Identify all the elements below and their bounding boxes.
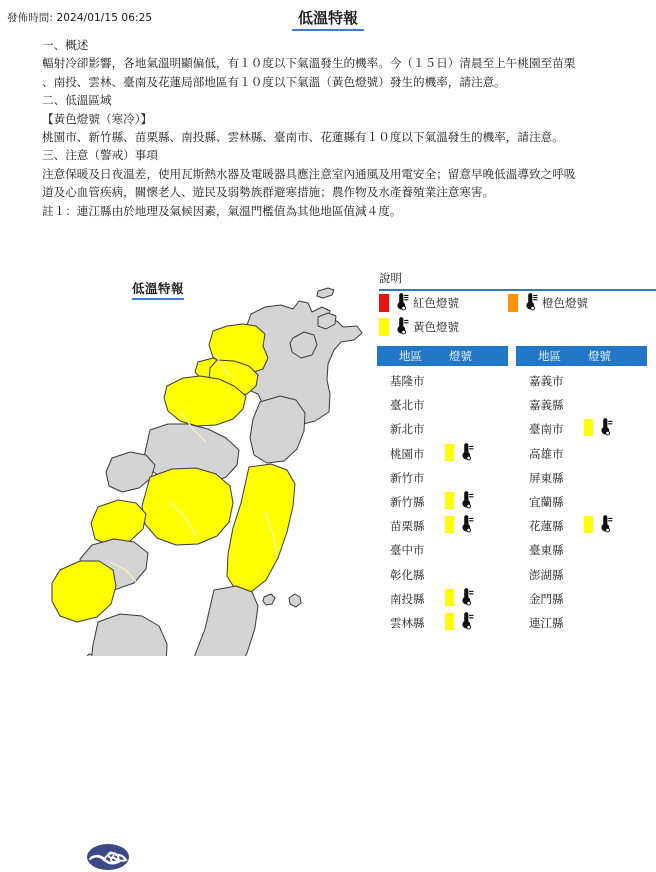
table-row[interactable] bbox=[377, 564, 512, 588]
map-county-yunlin bbox=[91, 500, 146, 546]
report-line: 輻射冷卻影響，各地氣溫明顯偏低，有１０度以下氣溫發生的機率。今（１５日）清晨至上午桃園至苗栗 bbox=[42, 56, 576, 71]
table-header-right bbox=[516, 346, 647, 366]
legend-item-orange bbox=[508, 293, 588, 312]
legend-label-red: 紅色燈號 bbox=[413, 295, 459, 310]
region-name: 臺中市 bbox=[390, 543, 425, 558]
table-row[interactable] bbox=[516, 418, 651, 442]
table-row[interactable] bbox=[377, 443, 512, 467]
table-row[interactable] bbox=[516, 564, 651, 588]
page-title bbox=[0, 9, 656, 31]
table-row[interactable] bbox=[516, 443, 651, 467]
signal-indicator bbox=[445, 515, 474, 534]
table-row[interactable] bbox=[377, 612, 512, 636]
table-row[interactable] bbox=[377, 515, 512, 539]
report-line: 桃園市、新竹縣、苗栗縣、南投縣、雲林縣、臺南市、花蓮縣有１０度以下氣溫發生的機率，請注意。 bbox=[42, 130, 564, 145]
page-title-text: 低溫特報 bbox=[292, 9, 364, 31]
signal-swatch bbox=[445, 589, 454, 606]
table-row[interactable] bbox=[516, 539, 651, 563]
legend-item-yellow bbox=[379, 317, 459, 336]
map-panel bbox=[0, 262, 368, 656]
table-row[interactable] bbox=[377, 418, 512, 442]
signal-indicator bbox=[445, 612, 474, 631]
table-row[interactable] bbox=[377, 467, 512, 491]
region-name: 新竹縣 bbox=[390, 494, 425, 509]
signal-indicator bbox=[584, 515, 613, 534]
issue-time: 發佈時間: 2024/01/15 06:25 bbox=[7, 12, 153, 24]
thermometer-cold-icon bbox=[521, 293, 538, 312]
column-header-region: 地區 bbox=[538, 349, 561, 363]
thermometer-cold-icon bbox=[596, 515, 613, 534]
region-name: 桃園市 bbox=[390, 446, 425, 461]
table-row[interactable] bbox=[516, 394, 651, 418]
signal-swatch bbox=[584, 419, 593, 436]
region-name: 臺南市 bbox=[529, 422, 564, 437]
region-name: 苗栗縣 bbox=[390, 519, 425, 534]
column-header-signal: 燈號 bbox=[588, 349, 611, 363]
report-line: 三、注意（警戒）事項 bbox=[42, 148, 158, 163]
thermometer-cold-icon bbox=[457, 443, 474, 462]
table-row[interactable] bbox=[516, 467, 651, 491]
report-line: 註１：連江縣由於地理及氣候因素，氣溫門檻值為其他地區值減４度。 bbox=[42, 203, 402, 218]
map-county-tainan bbox=[52, 561, 116, 622]
legend-label-yellow: 黃色燈號 bbox=[413, 319, 459, 334]
region-name: 屏東縣 bbox=[529, 470, 564, 485]
report-header bbox=[0, 0, 656, 218]
region-name: 新竹市 bbox=[390, 470, 425, 485]
table-row[interactable] bbox=[377, 394, 512, 418]
table-row[interactable] bbox=[516, 515, 651, 539]
map-title: 低溫特報 bbox=[132, 279, 184, 300]
signal-swatch bbox=[584, 516, 593, 533]
report-line: 注意保暖及日夜溫差，使用瓦斯熱水器及電暖器具應注意室內通風及用電安全；留意早晚低溫導致之呼吸 bbox=[42, 166, 576, 181]
info-panel bbox=[368, 262, 656, 656]
table-row[interactable] bbox=[516, 612, 651, 636]
table-row[interactable] bbox=[516, 370, 651, 394]
region-name: 高雄市 bbox=[529, 446, 564, 461]
signal-indicator bbox=[445, 491, 474, 510]
thermometer-cold-icon bbox=[457, 515, 474, 534]
report-line: 一、概述 bbox=[42, 38, 89, 52]
thermometer-cold-icon bbox=[457, 612, 474, 631]
signal-swatch bbox=[445, 516, 454, 533]
thermometer-cold-icon bbox=[457, 491, 474, 510]
legend-item-red bbox=[379, 293, 459, 312]
legend-divider bbox=[379, 289, 656, 291]
signal-indicator bbox=[445, 588, 474, 607]
report-body bbox=[42, 36, 617, 220]
region-name: 連江縣 bbox=[529, 615, 564, 630]
signal-swatch bbox=[445, 492, 454, 509]
table-row[interactable] bbox=[377, 588, 512, 612]
map-county-kaohsiung bbox=[90, 614, 167, 656]
legend-label-orange: 橙色燈號 bbox=[542, 295, 588, 310]
map-islet bbox=[317, 288, 334, 298]
table-row[interactable] bbox=[377, 370, 512, 394]
map-county-yilan bbox=[250, 396, 305, 463]
region-name: 嘉義市 bbox=[529, 374, 564, 388]
legend-swatch-orange bbox=[508, 294, 518, 312]
report-line: 道及心血管疾病，關懷老人、遊民及弱勢族群避寒措施；農作物及水產養殖業注意寒害。 bbox=[42, 185, 495, 200]
region-name: 雲林縣 bbox=[390, 615, 425, 630]
map-islet bbox=[289, 594, 301, 607]
column-header-region: 地區 bbox=[399, 349, 422, 363]
signal-indicator bbox=[584, 418, 613, 437]
region-name: 基隆市 bbox=[390, 374, 425, 388]
signal-indicator bbox=[445, 443, 474, 462]
table-row[interactable] bbox=[516, 491, 651, 515]
table-row[interactable] bbox=[516, 588, 651, 612]
region-name: 宜蘭縣 bbox=[529, 494, 564, 509]
map-county-taitung bbox=[186, 586, 258, 656]
signal-swatch bbox=[445, 444, 454, 461]
region-name: 南投縣 bbox=[390, 591, 425, 606]
signal-swatch bbox=[445, 613, 454, 630]
table-header-left bbox=[377, 346, 508, 366]
legend-swatch-red bbox=[379, 294, 389, 312]
report-line: 二、低溫區域 bbox=[42, 93, 112, 108]
report-line: 【黃色燈號（寒冷）】 bbox=[42, 111, 153, 126]
region-name: 彰化縣 bbox=[390, 567, 425, 582]
region-name: 花蓮縣 bbox=[529, 519, 564, 534]
table-row[interactable] bbox=[377, 539, 512, 563]
map-islet bbox=[263, 594, 275, 605]
legend-title: 說明 bbox=[379, 271, 402, 285]
thermometer-cold-icon bbox=[457, 588, 474, 607]
thermometer-cold-icon bbox=[596, 418, 613, 437]
map-county-nantou bbox=[142, 468, 233, 545]
legend-swatch-yellow bbox=[379, 318, 389, 336]
report-line: 、南投、雲林、臺南及花蓮局部地區有１０度以下氣溫（黃色燈號）發生的機率，請注意。 bbox=[42, 74, 506, 89]
thermometer-cold-icon bbox=[392, 293, 409, 312]
column-header-signal: 燈號 bbox=[449, 349, 472, 363]
region-name: 臺東縣 bbox=[529, 543, 564, 558]
lower-panel bbox=[0, 262, 656, 656]
thermometer-cold-icon bbox=[392, 317, 409, 336]
taiwan-map bbox=[0, 262, 368, 656]
region-name: 嘉義縣 bbox=[529, 398, 564, 413]
table-row[interactable] bbox=[377, 491, 512, 515]
region-name: 新北市 bbox=[390, 422, 425, 437]
region-name: 澎湖縣 bbox=[529, 567, 564, 582]
region-name: 金門縣 bbox=[529, 591, 564, 606]
map-county-hualien bbox=[227, 464, 295, 592]
region-name: 臺北市 bbox=[390, 398, 425, 413]
cwb-logo bbox=[86, 842, 130, 872]
region-table-right bbox=[516, 370, 651, 636]
region-table-left bbox=[377, 370, 512, 636]
